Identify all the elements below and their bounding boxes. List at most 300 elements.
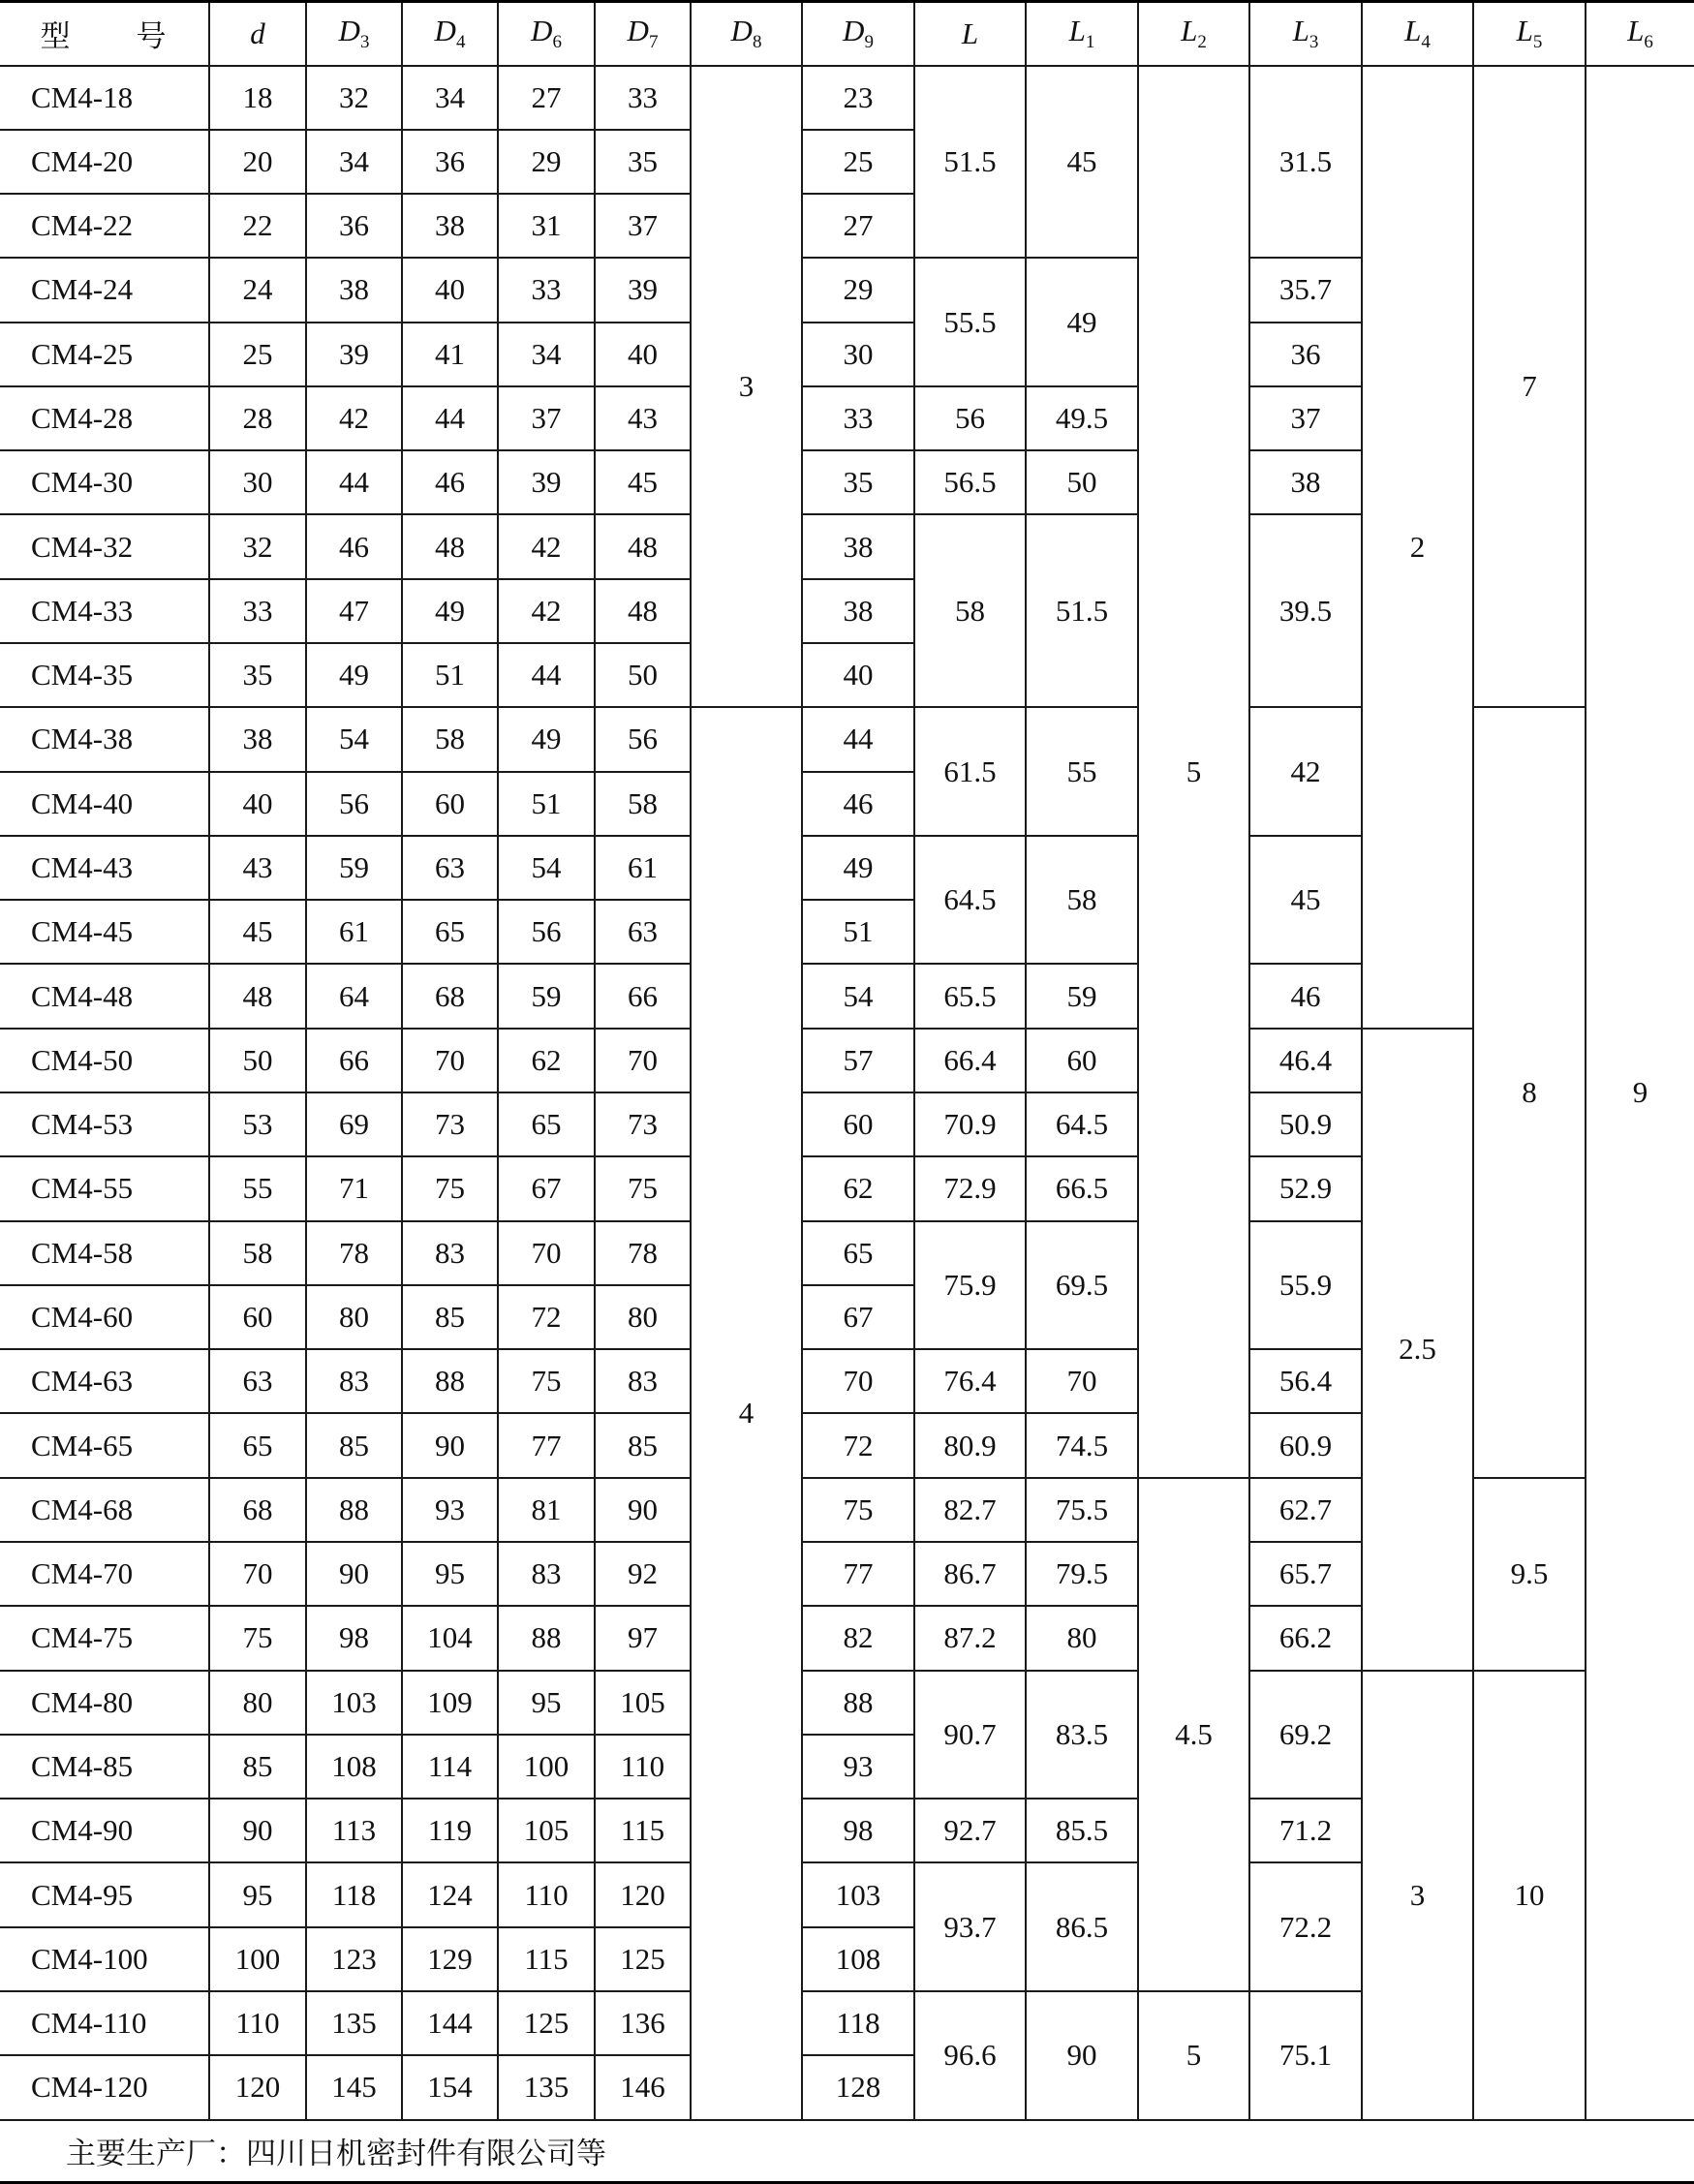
header-L5-sub: 5	[1532, 32, 1543, 53]
cell-d9: 33	[802, 386, 914, 450]
cell-l3-merged: 72.2	[1249, 1862, 1362, 1991]
cell-d7: 78	[595, 1221, 691, 1285]
cell-l3-merged: 75.1	[1249, 1991, 1362, 2120]
cell-d9: 62	[802, 1156, 914, 1220]
cell-d6: 27	[498, 66, 595, 130]
cell-l3-merged: 60.9	[1249, 1413, 1362, 1477]
cell-model: CM4-20	[0, 130, 209, 194]
cell-d4: 144	[402, 1991, 498, 2055]
cell-d7: 45	[595, 450, 691, 514]
cell-l1-merged: 90	[1026, 1991, 1138, 2120]
cell-d9: 49	[802, 836, 914, 900]
cell-l-merged: 51.5	[914, 66, 1026, 259]
cell-d: 33	[209, 579, 306, 643]
cell-l2-merged: 4.5	[1138, 1478, 1249, 1991]
cell-d7: 120	[595, 1862, 691, 1926]
cell-d7: 115	[595, 1799, 691, 1862]
cell-d3: 44	[306, 450, 402, 514]
cell-d3: 64	[306, 964, 402, 1028]
cell-model: CM4-100	[0, 1927, 209, 1991]
cell-d7: 75	[595, 1156, 691, 1220]
cell-d7: 63	[595, 900, 691, 964]
cell-d: 22	[209, 194, 306, 258]
cell-d6: 56	[498, 900, 595, 964]
header-D6-sub: 6	[552, 32, 562, 53]
cell-d3: 34	[306, 130, 402, 194]
cell-model: CM4-50	[0, 1029, 209, 1092]
header-D3-base: D	[338, 14, 360, 48]
cell-l2-merged: 5	[1138, 1991, 1249, 2120]
cell-d3: 145	[306, 2055, 402, 2119]
cell-d4: 154	[402, 2055, 498, 2119]
cell-model: CM4-33	[0, 579, 209, 643]
cell-d4: 83	[402, 1221, 498, 1285]
cell-d: 70	[209, 1542, 306, 1606]
manufacturer-note: 主要生产厂：四川日机密封件有限公司等	[0, 2120, 1694, 2183]
cell-d9: 67	[802, 1285, 914, 1349]
cell-d: 43	[209, 836, 306, 900]
cell-model: CM4-28	[0, 386, 209, 450]
header-row	[0, 2, 1694, 66]
cell-d3: 66	[306, 1029, 402, 1092]
cell-d7: 48	[595, 514, 691, 578]
header-L1	[1026, 2, 1138, 66]
header-L4	[1362, 2, 1473, 66]
cell-model: CM4-90	[0, 1799, 209, 1862]
header-D3	[306, 2, 402, 66]
cell-l1-merged: 49.5	[1026, 386, 1138, 450]
cell-d6: 81	[498, 1478, 595, 1542]
cell-d4: 124	[402, 1862, 498, 1926]
cell-l5-merged: 7	[1473, 66, 1586, 708]
cell-d: 20	[209, 130, 306, 194]
cell-d9: 57	[802, 1029, 914, 1092]
cell-d6: 37	[498, 386, 595, 450]
cell-d: 85	[209, 1735, 306, 1799]
header-L3-base: L	[1292, 14, 1309, 48]
header-D4-sub: 4	[455, 32, 466, 53]
cell-d4: 85	[402, 1285, 498, 1349]
cell-l1-merged: 55	[1026, 707, 1138, 836]
cell-l3-merged: 62.7	[1249, 1478, 1362, 1542]
cell-d: 18	[209, 66, 306, 130]
cell-d7: 146	[595, 2055, 691, 2119]
cell-d3: 108	[306, 1735, 402, 1799]
cell-l-merged: 55.5	[914, 258, 1026, 386]
cell-d8-merged: 3	[691, 66, 802, 708]
cell-d3: 38	[306, 258, 402, 322]
cell-l1-merged: 60	[1026, 1029, 1138, 1092]
cell-d6: 95	[498, 1671, 595, 1735]
header-L2-base: L	[1181, 14, 1198, 48]
header-D3-sub: 3	[359, 32, 370, 53]
cell-d: 28	[209, 386, 306, 450]
cell-d7: 50	[595, 643, 691, 707]
cell-d: 75	[209, 1606, 306, 1670]
cell-d6: 42	[498, 514, 595, 578]
header-D4-base: D	[434, 14, 456, 48]
cell-d3: 118	[306, 1862, 402, 1926]
cell-model: CM4-25	[0, 323, 209, 386]
cell-d4: 51	[402, 643, 498, 707]
cell-d7: 80	[595, 1285, 691, 1349]
cell-d: 32	[209, 514, 306, 578]
cell-l-merged: 66.4	[914, 1029, 1026, 1092]
cell-l-merged: 96.6	[914, 1991, 1026, 2120]
header-L3	[1249, 2, 1362, 66]
cell-d9: 82	[802, 1606, 914, 1670]
cell-d6: 125	[498, 1991, 595, 2055]
cell-d: 100	[209, 1927, 306, 1991]
cell-model: CM4-63	[0, 1349, 209, 1413]
cell-d7: 33	[595, 66, 691, 130]
cell-d6: 115	[498, 1927, 595, 1991]
cell-l-merged: 86.7	[914, 1542, 1026, 1606]
cell-d4: 38	[402, 194, 498, 258]
header-L4-base: L	[1404, 14, 1422, 48]
cell-d4: 48	[402, 514, 498, 578]
cell-d6: 72	[498, 1285, 595, 1349]
cell-d4: 95	[402, 1542, 498, 1606]
header-L4-sub: 4	[1421, 32, 1431, 53]
cell-d6: 42	[498, 579, 595, 643]
cell-d3: 80	[306, 1285, 402, 1349]
cell-d6: 59	[498, 964, 595, 1028]
cell-l3-merged: 52.9	[1249, 1156, 1362, 1220]
cell-d6: 70	[498, 1221, 595, 1285]
cell-d: 95	[209, 1862, 306, 1926]
header-D6-base: D	[531, 14, 553, 48]
cell-l6-merged: 9	[1586, 66, 1694, 2120]
cell-d9: 38	[802, 514, 914, 578]
cell-d6: 77	[498, 1413, 595, 1477]
cell-l1-merged: 51.5	[1026, 514, 1138, 707]
cell-l-merged: 93.7	[914, 1862, 1026, 1991]
header-D9-sub: 9	[864, 32, 874, 53]
cell-d7: 136	[595, 1991, 691, 2055]
cell-d: 35	[209, 643, 306, 707]
cell-d9: 93	[802, 1735, 914, 1799]
cell-d6: 105	[498, 1799, 595, 1862]
cell-l1-merged: 69.5	[1026, 1221, 1138, 1350]
cell-l-merged: 65.5	[914, 964, 1026, 1028]
cell-model: CM4-58	[0, 1221, 209, 1285]
cell-d9: 54	[802, 964, 914, 1028]
cell-model: CM4-24	[0, 258, 209, 322]
cell-l3-merged: 45	[1249, 836, 1362, 965]
cell-d4: 88	[402, 1349, 498, 1413]
cell-d6: 65	[498, 1092, 595, 1156]
header-d-label: d	[250, 15, 265, 50]
cell-l5-merged: 9.5	[1473, 1478, 1586, 1671]
cell-d3: 47	[306, 579, 402, 643]
cell-d: 68	[209, 1478, 306, 1542]
cell-d6: 34	[498, 323, 595, 386]
cell-d: 120	[209, 2055, 306, 2119]
cell-model: CM4-32	[0, 514, 209, 578]
cell-l5-merged: 10	[1473, 1671, 1586, 2120]
cell-l3-merged: 66.2	[1249, 1606, 1362, 1670]
cell-d6: 44	[498, 643, 595, 707]
cell-l4-merged: 3	[1362, 1671, 1473, 2120]
cell-d4: 90	[402, 1413, 498, 1477]
cell-d4: 104	[402, 1606, 498, 1670]
cell-l1-merged: 66.5	[1026, 1156, 1138, 1220]
cell-l5-merged: 8	[1473, 707, 1586, 1477]
header-D7	[595, 2, 691, 66]
header-L1-sub: 1	[1085, 32, 1095, 53]
cell-d9: 27	[802, 194, 914, 258]
header-L1-base: L	[1068, 14, 1086, 48]
cell-d9: 44	[802, 707, 914, 771]
cell-d: 58	[209, 1221, 306, 1285]
header-L2-sub: 2	[1197, 32, 1207, 53]
cell-d3: 113	[306, 1799, 402, 1862]
cell-d4: 40	[402, 258, 498, 322]
cell-l-merged: 87.2	[914, 1606, 1026, 1670]
cell-l-merged: 90.7	[914, 1671, 1026, 1799]
header-L6-base: L	[1627, 14, 1645, 48]
cell-d9: 65	[802, 1221, 914, 1285]
cell-d: 110	[209, 1991, 306, 2055]
cell-d9: 108	[802, 1927, 914, 1991]
table-body	[0, 66, 1694, 2120]
header-L-label: L	[961, 15, 979, 50]
cell-d: 60	[209, 1285, 306, 1349]
cell-l3-merged: 46.4	[1249, 1029, 1362, 1092]
cell-d7: 70	[595, 1029, 691, 1092]
cell-d6: 88	[498, 1606, 595, 1670]
cell-d6: 135	[498, 2055, 595, 2119]
header-L5-base: L	[1516, 14, 1533, 48]
cell-l1-merged: 59	[1026, 964, 1138, 1028]
cell-d: 55	[209, 1156, 306, 1220]
cell-d4: 36	[402, 130, 498, 194]
cell-l-merged: 80.9	[914, 1413, 1026, 1477]
cell-l3-merged: 42	[1249, 707, 1362, 836]
cell-model: CM4-40	[0, 772, 209, 836]
cell-model: CM4-95	[0, 1862, 209, 1926]
cell-d9: 88	[802, 1671, 914, 1735]
cell-d: 50	[209, 1029, 306, 1092]
header-D9-base: D	[843, 14, 865, 48]
cell-model: CM4-60	[0, 1285, 209, 1349]
header-L	[914, 2, 1026, 66]
cell-d: 48	[209, 964, 306, 1028]
cell-l3-merged: 71.2	[1249, 1799, 1362, 1862]
cell-d3: 83	[306, 1349, 402, 1413]
cell-d9: 38	[802, 579, 914, 643]
cell-d: 25	[209, 323, 306, 386]
header-L5	[1473, 2, 1586, 66]
header-D6	[498, 2, 595, 66]
cell-d: 80	[209, 1671, 306, 1735]
cell-d: 40	[209, 772, 306, 836]
cell-d7: 48	[595, 579, 691, 643]
cell-d7: 90	[595, 1478, 691, 1542]
header-D8-base: D	[730, 14, 753, 48]
cell-d3: 103	[306, 1671, 402, 1735]
cell-d3: 54	[306, 707, 402, 771]
cell-d3: 49	[306, 643, 402, 707]
cell-l3-merged: 36	[1249, 323, 1362, 386]
cell-l-merged: 56.5	[914, 450, 1026, 514]
cell-d7: 43	[595, 386, 691, 450]
cell-d6: 33	[498, 258, 595, 322]
cell-d9: 30	[802, 323, 914, 386]
header-L6-sub: 6	[1644, 32, 1653, 53]
cell-model: CM4-110	[0, 1991, 209, 2055]
cell-model: CM4-18	[0, 66, 209, 130]
cell-d: 38	[209, 707, 306, 771]
cell-l3-merged: 65.7	[1249, 1542, 1362, 1606]
cell-d7: 85	[595, 1413, 691, 1477]
table-row	[0, 66, 1694, 130]
cell-model: CM4-53	[0, 1092, 209, 1156]
cell-d3: 61	[306, 900, 402, 964]
cell-l-merged: 58	[914, 514, 1026, 707]
table-row	[0, 1029, 1694, 1092]
cell-l-merged: 92.7	[914, 1799, 1026, 1862]
cell-model: CM4-80	[0, 1671, 209, 1735]
cell-l-merged: 75.9	[914, 1221, 1026, 1350]
cell-d9: 25	[802, 130, 914, 194]
cell-l1-merged: 70	[1026, 1349, 1138, 1413]
cell-model: CM4-45	[0, 900, 209, 964]
cell-d6: 110	[498, 1862, 595, 1926]
cell-l-merged: 72.9	[914, 1156, 1026, 1220]
header-model: 型 号	[0, 2, 209, 66]
cell-d7: 40	[595, 323, 691, 386]
cell-d4: 63	[402, 836, 498, 900]
cell-d4: 34	[402, 66, 498, 130]
cell-d6: 75	[498, 1349, 595, 1413]
cell-d7: 37	[595, 194, 691, 258]
cell-d: 90	[209, 1799, 306, 1862]
cell-l1-merged: 49	[1026, 258, 1138, 386]
cell-l1-merged: 80	[1026, 1606, 1138, 1670]
cell-d7: 73	[595, 1092, 691, 1156]
cell-d4: 58	[402, 707, 498, 771]
cell-l-merged: 61.5	[914, 707, 1026, 836]
cell-d3: 135	[306, 1991, 402, 2055]
cell-d4: 114	[402, 1735, 498, 1799]
cell-d4: 93	[402, 1478, 498, 1542]
cell-d9: 128	[802, 2055, 914, 2119]
cell-l-merged: 64.5	[914, 836, 1026, 965]
cell-d4: 44	[402, 386, 498, 450]
cell-l2-merged: 5	[1138, 66, 1249, 1478]
cell-model: CM4-43	[0, 836, 209, 900]
cell-d9: 51	[802, 900, 914, 964]
cell-d9: 75	[802, 1478, 914, 1542]
cell-d9: 118	[802, 1991, 914, 2055]
cell-d6: 29	[498, 130, 595, 194]
cell-d6: 62	[498, 1029, 595, 1092]
cell-d: 65	[209, 1413, 306, 1477]
cell-l3-merged: 35.7	[1249, 258, 1362, 322]
cell-l1-merged: 50	[1026, 450, 1138, 514]
cell-d4: 68	[402, 964, 498, 1028]
cell-d9: 40	[802, 643, 914, 707]
footer-row	[0, 2120, 1694, 2183]
cell-d9: 103	[802, 1862, 914, 1926]
cell-model: CM4-120	[0, 2055, 209, 2119]
cell-d9: 29	[802, 258, 914, 322]
cell-d6: 83	[498, 1542, 595, 1606]
cell-l1-merged: 79.5	[1026, 1542, 1138, 1606]
cell-d4: 109	[402, 1671, 498, 1735]
cell-model: CM4-65	[0, 1413, 209, 1477]
cell-d3: 90	[306, 1542, 402, 1606]
cell-l3-merged: 56.4	[1249, 1349, 1362, 1413]
cell-d9: 23	[802, 66, 914, 130]
cell-d4: 46	[402, 450, 498, 514]
table-row	[0, 1671, 1694, 1735]
cell-model: CM4-22	[0, 194, 209, 258]
cell-d7: 125	[595, 1927, 691, 1991]
cell-d9: 60	[802, 1092, 914, 1156]
cell-d3: 85	[306, 1413, 402, 1477]
cell-d4: 75	[402, 1156, 498, 1220]
cell-l1-merged: 58	[1026, 836, 1138, 965]
cell-d7: 110	[595, 1735, 691, 1799]
cell-model: CM4-48	[0, 964, 209, 1028]
cell-d4: 65	[402, 900, 498, 964]
cell-l3-merged: 55.9	[1249, 1221, 1362, 1350]
cell-d: 45	[209, 900, 306, 964]
cell-l3-merged: 50.9	[1249, 1092, 1362, 1156]
cell-d3: 36	[306, 194, 402, 258]
cell-l3-merged: 38	[1249, 450, 1362, 514]
cell-d3: 88	[306, 1478, 402, 1542]
cell-d3: 39	[306, 323, 402, 386]
cell-model: CM4-55	[0, 1156, 209, 1220]
cell-d4: 119	[402, 1799, 498, 1862]
cell-d7: 61	[595, 836, 691, 900]
cell-d3: 32	[306, 66, 402, 130]
cell-d6: 49	[498, 707, 595, 771]
cell-d4: 60	[402, 772, 498, 836]
cell-l1-merged: 75.5	[1026, 1478, 1138, 1542]
cell-d: 63	[209, 1349, 306, 1413]
cell-l4-merged: 2	[1362, 66, 1473, 1029]
header-L3-sub: 3	[1309, 32, 1319, 53]
cell-d9: 46	[802, 772, 914, 836]
cell-d6: 54	[498, 836, 595, 900]
header-D8-sub: 8	[752, 32, 762, 53]
cell-d3: 42	[306, 386, 402, 450]
header-d	[209, 2, 306, 66]
cell-d: 30	[209, 450, 306, 514]
cell-d8-merged: 4	[691, 707, 802, 2119]
cell-d: 53	[209, 1092, 306, 1156]
cell-d4: 41	[402, 323, 498, 386]
cell-l3-merged: 69.2	[1249, 1671, 1362, 1799]
cell-l3-merged: 46	[1249, 964, 1362, 1028]
cell-d9: 35	[802, 450, 914, 514]
cell-l1-merged: 86.5	[1026, 1862, 1138, 1991]
header-L2	[1138, 2, 1249, 66]
cell-d3: 71	[306, 1156, 402, 1220]
cell-model: CM4-30	[0, 450, 209, 514]
cell-l1-merged: 45	[1026, 66, 1138, 259]
header-L6	[1586, 2, 1694, 66]
cell-d3: 56	[306, 772, 402, 836]
cell-model: CM4-38	[0, 707, 209, 771]
header-D7-base: D	[627, 14, 649, 48]
cell-l-merged: 56	[914, 386, 1026, 450]
